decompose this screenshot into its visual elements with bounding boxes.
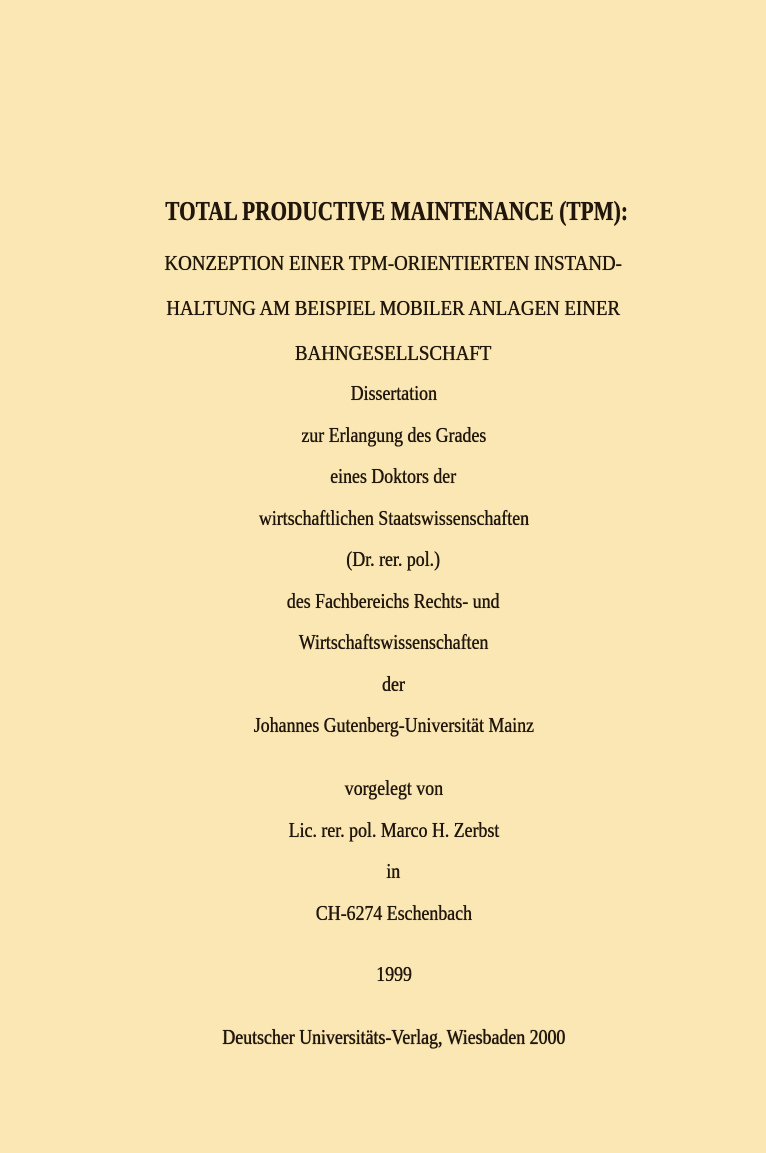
- faculty-line-1: des Fachbereichs Rechts- und: [287, 589, 500, 613]
- book-subtitle-line-2: HALTUNG AM BEISPIEL MOBILER ANLAGEN EINER: [166, 295, 621, 320]
- author-location-line: CH-6274 Eschenbach: [315, 901, 472, 925]
- in-line: in: [386, 859, 401, 883]
- dissertation-label: Dissertation: [350, 381, 437, 405]
- author-line: Lic. rer. pol. Marco H. Zerbst: [288, 818, 499, 842]
- degree-line: eines Doktors der: [330, 464, 457, 488]
- book-subtitle-line-3: BAHNGESELLSCHAFT: [295, 340, 492, 365]
- degree-abbreviation-line: (Dr. rer. pol.): [346, 547, 441, 571]
- book-subtitle-line-1: KONZEPTION EINER TPM-ORIENTIERTEN INSTAND-: [164, 250, 623, 275]
- submitted-by-line: vorgelegt von: [344, 776, 443, 800]
- year-line: 1999: [375, 962, 412, 986]
- connector-line: der: [382, 672, 405, 696]
- university-line: Johannes Gutenberg-Universität Mainz: [253, 713, 534, 737]
- publisher-line: Deutscher Universitäts-Verlag, Wiesbaden 2000: [222, 1025, 565, 1049]
- degree-field-line: wirtschaftlichen Staatswissenschaften: [258, 506, 529, 530]
- faculty-line-2: Wirtschaftswissenschaften: [298, 630, 489, 654]
- book-title-text: TOTAL PRODUCTIVE MAINTENANCE (TPM):: [165, 196, 629, 226]
- degree-purpose-line: zur Erlangung des Grades: [301, 423, 486, 447]
